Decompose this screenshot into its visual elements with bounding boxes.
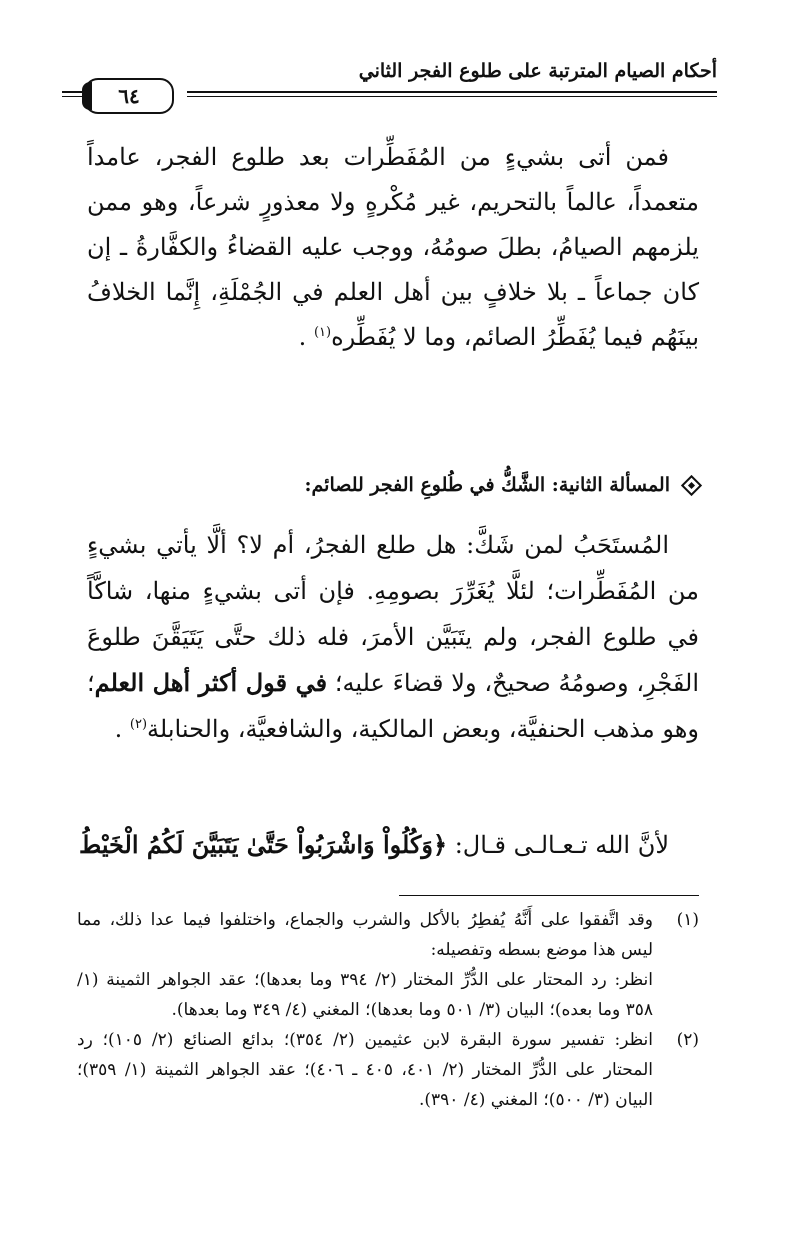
running-title: أحكام الصيام المترتبة على طلوع الفجر الثاني (358, 60, 717, 82)
footnote-text: وقد اتَّفقوا على أَنَّهُ يُفطِرُ بالأكل والشرب والجماع، واختلفوا فيما عدا ذلك، مما ليس هذا موضع بسطه وتفصيله: (77, 910, 653, 960)
footnotes (77, 905, 699, 1115)
footnote-1 (77, 905, 699, 1025)
footnote-separator (399, 895, 699, 896)
section2-paragraph (87, 522, 699, 752)
footnote-number: (١) (676, 910, 699, 930)
section2-heading-text: المسألة الثانية: الشَّكُّ في طُلوعِ الفجر للصائم: (304, 474, 670, 496)
header-rule (187, 91, 717, 93)
section1-paragraph-text: فمن أتى بشيءٍ من المُفَطِّرات بعد طلوع الفجر، عامداً متعمداً، عالماً بالتحريم، غير مُكْرهٍ ولا معذورٍ شرعاً، وهو ممن يلزمهم الصيامُ، بطلَ صومُهُ، ووجب عليه القضاءُ والكفَّارةُ ـ إن كان جماعاً ـ بلا خلافٍ بين أهل العلم في الجُمْلَةِ، إِنَّما الخلافُ بينَهُم فيما يُفَطِّرُ الصائم، وما لا يُفَطِّره (87, 143, 699, 351)
header-rule-thin (187, 96, 717, 97)
section2-text (87, 522, 699, 752)
header-rule-left (62, 91, 82, 93)
footnote-2 (77, 1025, 699, 1115)
footnote-body (77, 1025, 653, 1115)
section1-text (87, 135, 699, 360)
header-rule-left-thin (62, 96, 82, 97)
footnote-ref-1[interactable]: (١) (313, 325, 332, 340)
section1-paragraph (87, 135, 699, 360)
footnote-text: انظر: تفسير سورة البقرة لابن عثيمين (٢/ ٣٥٤)؛ بدائع الصنائع (٢/ ١٠٥)؛ رد المحتار على الدُّرِّ المختار (٢/ ٤٠١، ٤٠٥ ـ ٤٠٦)؛ عقد الجواهر الثمينة (١/ ٣٥٩)؛ البيان (٣/ ٥٠٠)؛ المغني (٤/ ٣٩٠). (77, 1030, 653, 1110)
section1-end: . (298, 323, 307, 351)
verse-line (79, 822, 699, 868)
footnote-body (77, 905, 653, 1025)
diamond-bullet-icon (681, 474, 702, 495)
verse-intro: لأنَّ الله تـعـالـى قـال: (454, 831, 669, 859)
quran-verse: ﴿وَكُلُواْ وَاشْرَبُواْ حَتَّىٰ يَتَبَيَّنَ لَكُمُ الْخَيْطُ (79, 830, 448, 859)
section2-end: . (114, 715, 123, 743)
page-number-badge (84, 78, 174, 114)
footnote-ref-2[interactable]: (٢) (129, 717, 148, 732)
section2-paragraph-part1: المُستَحَبُ لمن شَكَّ: هل طلع الفجرُ، أم لا؟ ألَّا يأتي بشيءٍ من المُفَطِّرات؛ لئلَّا يُغَرِّرَ بصومِهِ. فإن أتى بشيءٍ منها، شاكَّاً في طلوع الفجر، ولم يتَبَيَّن الأمرَ، فله ذلك حتَّى يَتَيَقَّنَ طلوعَ الفَجْرِ، وصومُهُ صحيحٌ، ولا قضاءَ عليه؛ (87, 531, 699, 697)
section2-heading (87, 470, 699, 500)
page-header (62, 58, 717, 118)
section2-paragraph-part2: ؛ وهو مذهب الحنفيَّة، وبعض المالكية، والشافعيَّة، والحنابلة (87, 669, 699, 743)
footnote-number: (٢) (676, 1030, 699, 1050)
section2-bold-phrase: في قول أكثر أهل العلم (94, 668, 328, 697)
footnote-text: انظر: رد المحتار على الدُّرِّ المختار (٢/ ٣٩٤ وما بعدها)؛ عقد الجواهر الثمينة (١/ ٣٥٨ وما بعده)؛ البيان (٣/ ٥٠١ وما بعدها)؛ المغني (٤/ ٣٤٩ وما بعدها). (77, 970, 653, 1020)
page-number: ٦٤ (118, 84, 140, 108)
